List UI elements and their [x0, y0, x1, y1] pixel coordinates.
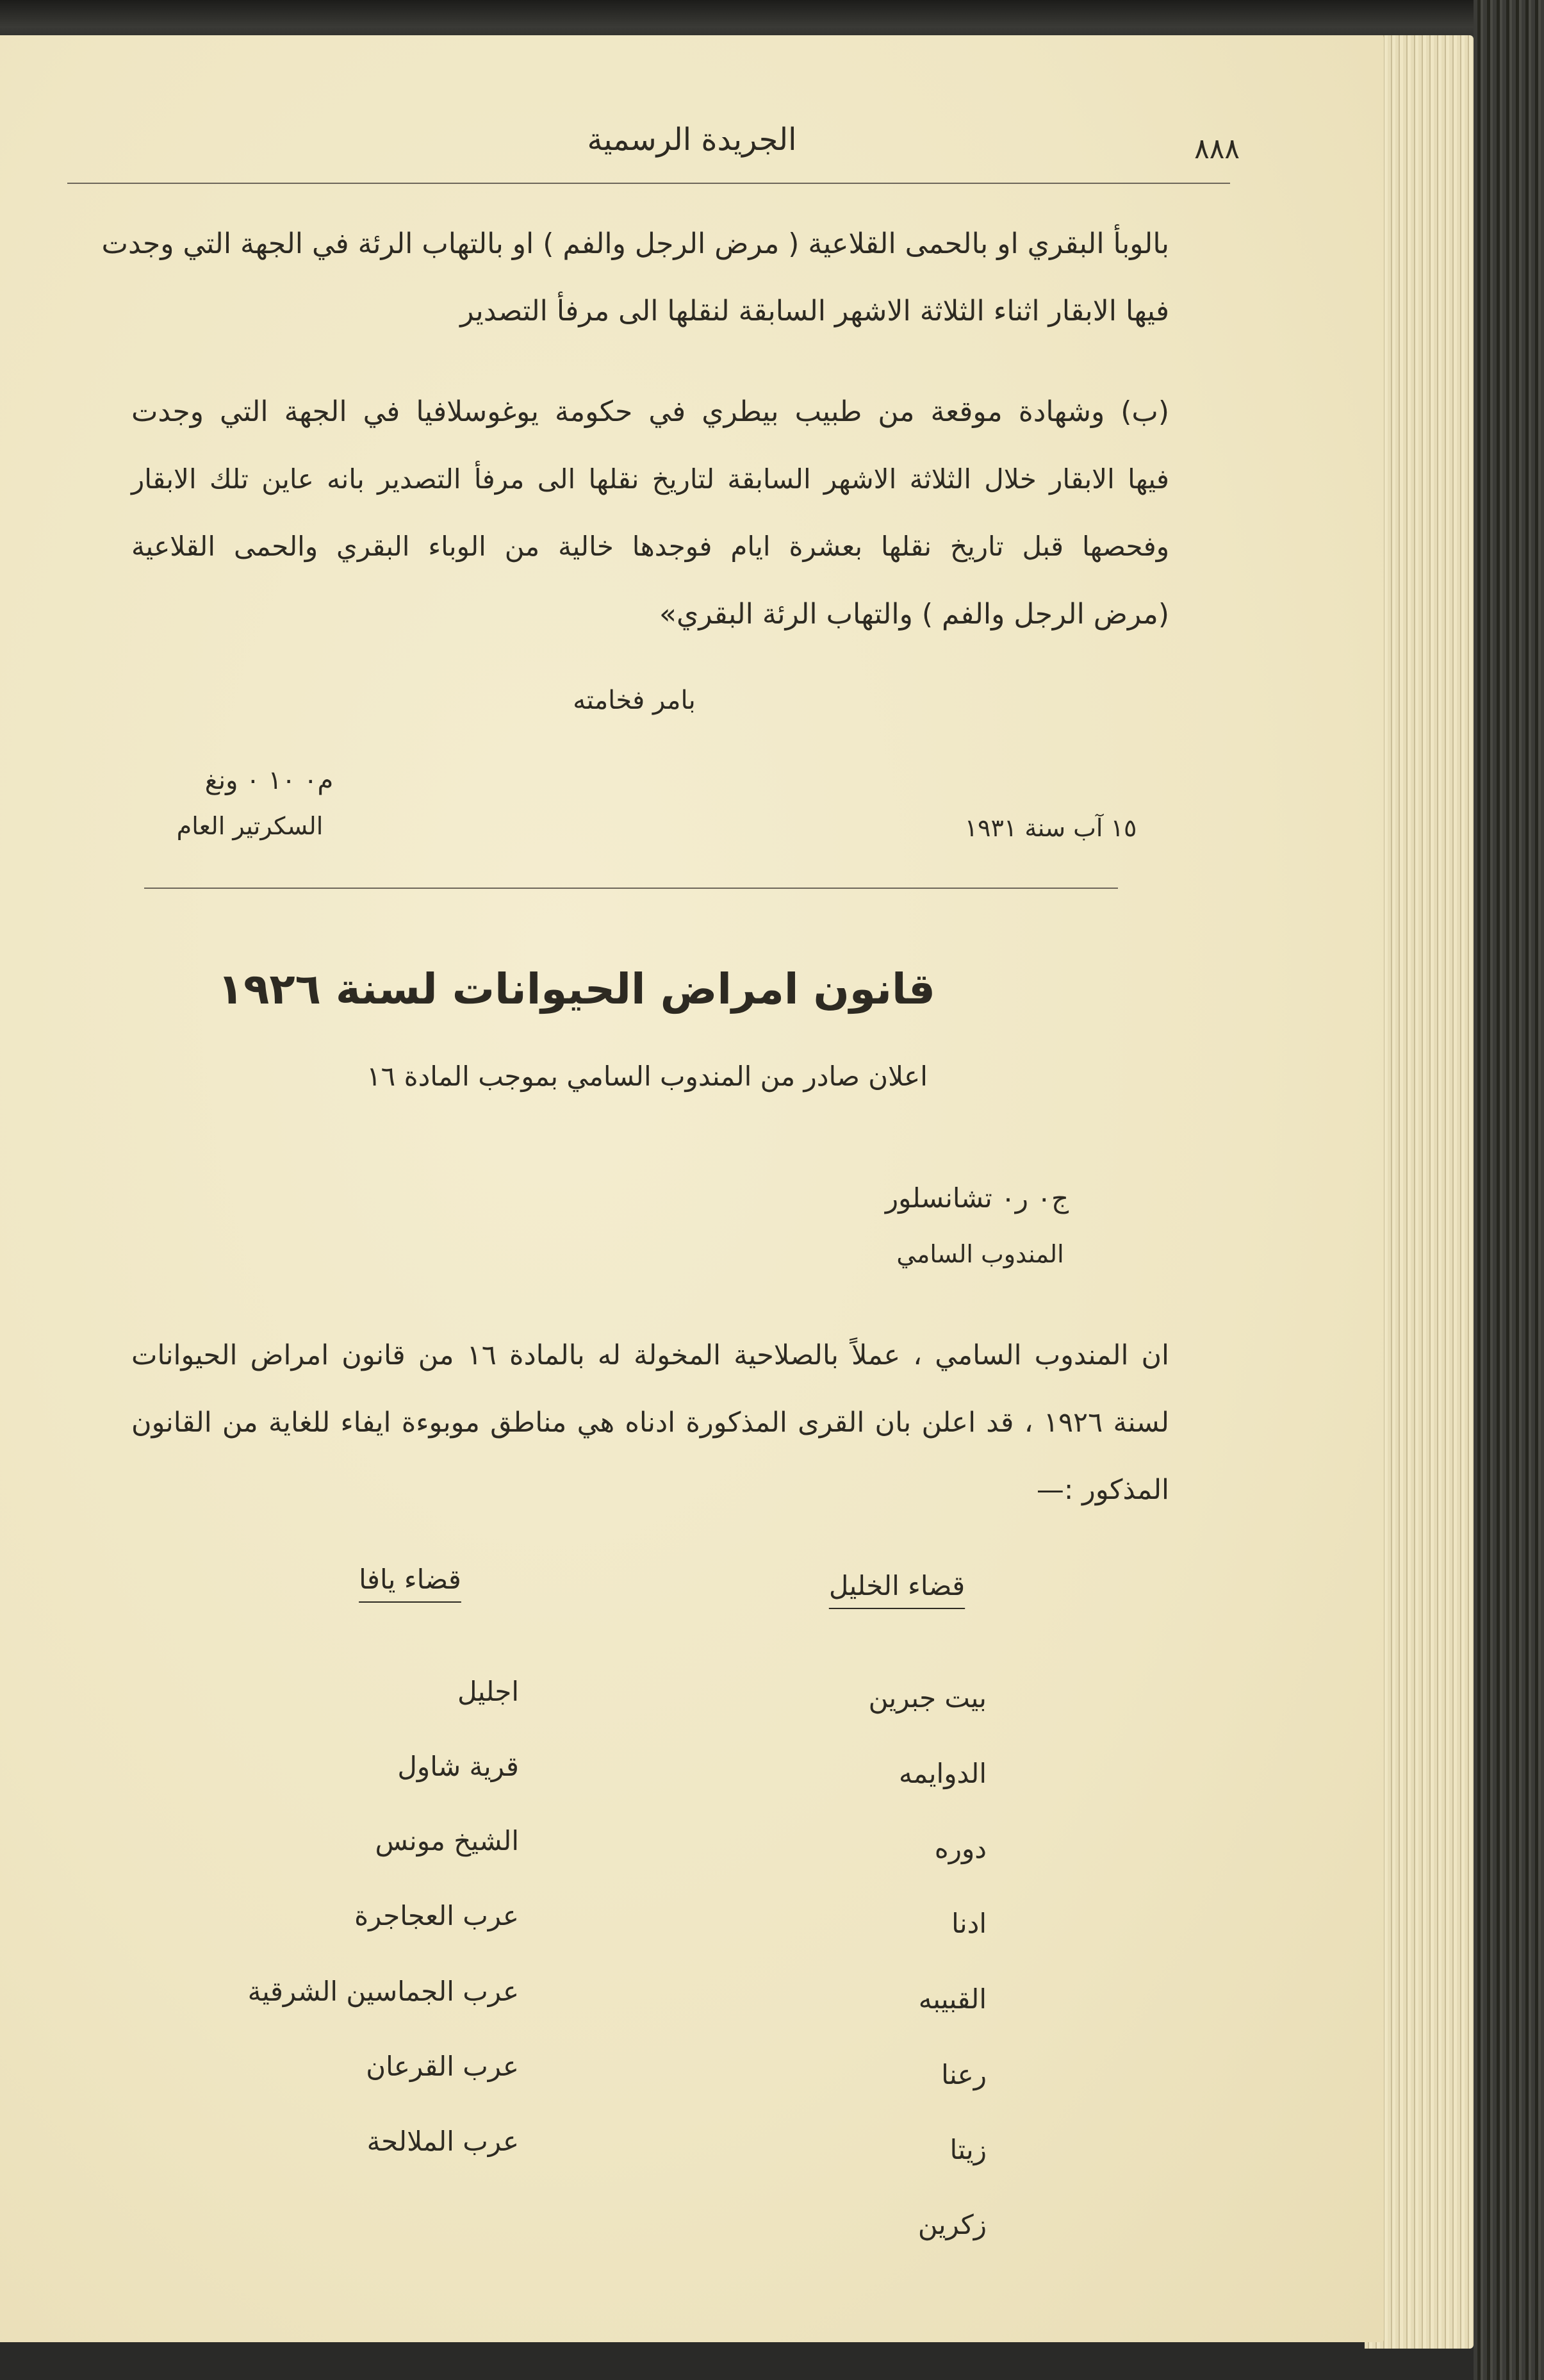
signatory-name: م٠ ١٠ ٠ ونغ [204, 766, 334, 795]
document-page [0, 35, 1384, 2342]
section-divider [144, 888, 1118, 889]
section-b-line-2: فيها الابقار خلال الثلاثة الاشهر السابقة لتاريخ نقلها الى مرفأ التصدير بانه عاين تلك الابقار [131, 463, 1169, 495]
issuer-title: المندوب السامي [896, 1240, 1064, 1268]
notice-date: ١٥ آب سنة ١٩٣١ [964, 814, 1137, 842]
section-b-line-1: (ب) وشهادة موقعة من طبيب بيطري في حكومة يوغوسلافيا في الجهة التي وجدت [131, 395, 1169, 428]
by-order-text: بامر فخامته [573, 686, 696, 715]
list-item: زكرين [917, 2209, 987, 2240]
list-item: بيت جبرين [868, 1682, 987, 1714]
book-binding-spine [1474, 0, 1544, 2380]
header-rule [67, 183, 1230, 184]
district-heading-jaffa: قضاء يافا [359, 1564, 461, 1595]
list-item: عرب الجماسين الشرقية [247, 1976, 519, 2007]
list-item: ادنا [951, 1908, 987, 1939]
list-item: عرب القرعان [366, 2051, 519, 2082]
district-heading-hebron: قضاء الخليل [828, 1570, 965, 1601]
section-a-line-1: بالوبأ البقري او بالحمى القلاعية ( مرض الرجل والفم ) او بالتهاب الرئة في الجهة التي وجدت [101, 227, 1169, 260]
section-a-line-2: فيها الابقار اثناء الثلاثة الاشهر السابقة لنقلها الى مرفأ التصدير [460, 295, 1169, 327]
header-title: الجريدة الرسمية [587, 122, 797, 158]
issuer-name: ج٠ ر٠ تشانسلور [885, 1182, 1069, 1214]
list-item: زيتا [949, 2134, 987, 2165]
signatory-title: السكرتير العام [176, 812, 324, 840]
list-item: اجليل [457, 1676, 519, 1707]
list-item: قرية شاول [397, 1751, 519, 1782]
list-item: عرب العجاجرة [354, 1900, 519, 1931]
list-item: الدوايمه [899, 1758, 987, 1789]
law-body-line-2: لسنة ١٩٢٦ ، قد اعلن بان القرى المذكورة ادناه هي مناطق موبوءة ايفاء للغاية من القانون [131, 1407, 1169, 1439]
list-item: عرب الملالحة [366, 2126, 519, 2157]
list-item: الشيخ مونس [375, 1825, 519, 1856]
law-body-line-1: ان المندوب السامي ، عملاً بالصلاحية المخولة له بالمادة ١٦ من قانون امراض الحيوانات [131, 1339, 1169, 1371]
section-b-line-4: (مرض الرجل والفم ) والتهاب الرئة البقري» [659, 598, 1169, 631]
list-item: القبيبه [918, 1983, 987, 2015]
list-item: رعنا [941, 2059, 987, 2090]
law-body-line-3: المذكور :— [1036, 1474, 1169, 1506]
section-b-line-3: وفحصها قبل تاريخ نقلها بعشرة ايام فوجدها خالية من الوباء البقري والحمى القلاعية [131, 531, 1169, 562]
law-subtitle: اعلان صادر من المندوب السامي بموجب المادة ١٦ [366, 1061, 928, 1092]
list-item: دوره [934, 1833, 987, 1864]
law-title: قانون امراض الحيوانات لسنة ١٩٢٦ [217, 964, 935, 1014]
page-number: ٨٨٨ [1194, 133, 1240, 165]
